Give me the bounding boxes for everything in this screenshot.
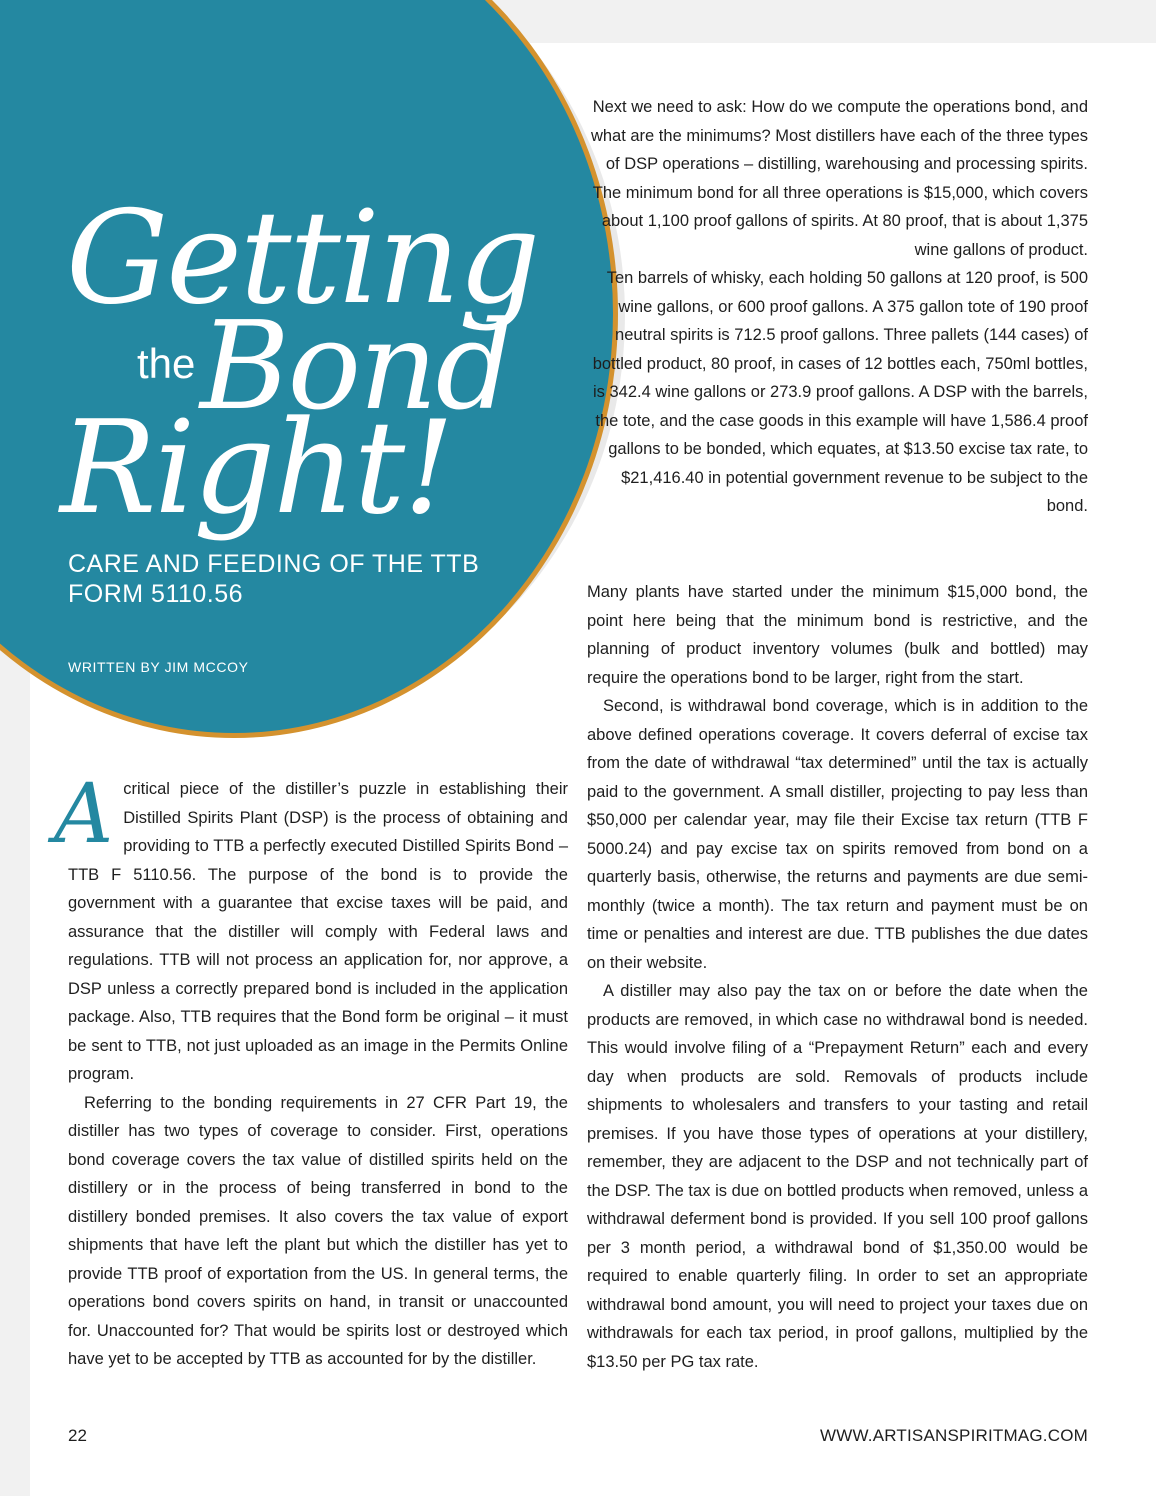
right-paragraph-2-top: Ten barrels of whisky, each holding 50 gallons at 120 proof, is 500 wine gallons, or 600 proof gallons. A 375 gallon tote of 190 proof neutral spirits is 712.5 proof gallons. Three pallets (144 cases) of bottled product, 80 proof, in cases of 12 bottles each, 750ml bottles, is 342.4 wine gallons or 273.9 proof gallons. A DSP with the barrels, the tote, and the case goods in this example will have 1,586.4 proof gallons to be bonded, which equates, at $13.50 excise tax rate, to $21,416.40 in potential government revenue to be subject to the bond. <box>592 269 1088 515</box>
right-paragraph-1: Next we need to ask: How do we compute the operations bond, and what are the minimums? Most distillers have each of the three types of DSP operations – distilling, warehousing and processing spirits. The minimum bond for all three operations is $15,000, which covers about 1,100 proof gallons of spirits. At 80 proof, that is about 1,375 wine gallons of product. <box>590 98 1088 259</box>
right-column-bottom <box>587 578 1088 1376</box>
page-number: 22 <box>68 1426 87 1445</box>
right-column-top <box>578 93 1088 521</box>
right-paragraph-2-bottom: Many plants have started under the minimum $15,000 bond, the point here being that the minimum bond is restrictive, and the planning of product inventory volumes (bulk and bottled) may require the operations bond to be larger, right from the start. <box>587 583 1088 687</box>
headline-bond: Bond <box>200 295 512 437</box>
right-paragraph-3: Second, is withdrawal bond coverage, which is in addition to the above defined operations coverage. It covers deferral of excise tax from the date of withdrawal “tax determined” until the tax is actually paid to the government. A small distiller, projecting to pay less than $50,000 per calendar year, may file their Excise tax return (TTB F 5000.24) and pay excise tax on spirits removed from bond on a quarterly basis, otherwise, the returns and payments are due semi-monthly (twice a month). The tax return and payment must be on time or penalties and interest are due. TTB publishes the due dates on their website. <box>587 697 1088 972</box>
left-paragraph-1 <box>54 767 568 1089</box>
headline-the: the <box>137 340 196 387</box>
left-column <box>54 767 568 1374</box>
drop-cap: A <box>54 767 114 862</box>
headline-getting: Getting <box>66 184 539 333</box>
right-paragraph-4: A distiller may also pay the tax on or before the date when the products are removed, in which case no withdrawal bond is needed. This would involve filing of a “Prepayment Return” each and every day when products are sold. Removals of products include shipments to wholesalers and transfers to your tasting and retail premises. If you have those types of operations at your distillery, remember, they are adjacent to the DSP and not technically part of the DSP. The tax is due on bottled products when removed, unless a withdrawal deferment bond is provided. If you sell 100 proof gallons per 3 month period, a withdrawal bond of $1,350.00 would be required to enable quarterly filing. In order to set an appropriate withdrawal bond amount, you will need to project your taxes due on withdrawals for each tax period, in proof gallons, multiplied by the $13.50 per PG tax rate. <box>587 982 1088 1371</box>
left-paragraph-1-text: critical piece of the distiller’s puzzle in establishing their Distilled Spirits Plant (DSP) is the process of obtaining and providing to TTB a perfectly executed Distilled Spirits Bond – TTB F 5110.56. The purpose of the bond is to provide the government with a guarantee that excise taxes will be paid, and assurance that the distiller will comply with Federal laws and regulations. TTB will not process an application for, nor approve, a DSP unless a correctly prepared bond is included in the application package. Also, TTB requires that the Bond form be original – it must be sent to TTB, not just uploaded as an image in the Permits Online program. <box>68 780 568 1083</box>
byline: WRITTEN BY JIM MCCOY <box>68 659 249 675</box>
left-paragraph-2: Referring to the bonding requirements in 27 CFR Part 19, the distiller has two types of coverage to consider. First, operations bond coverage covers the tax value of distilled spirits held on the distillery or in the process of being transferred in bond to the distillery bonded premises. It also covers the tax value of export shipments that have left the plant but which the distiller has yet to provide TTB proof of exportation from the US. In general terms, the operations bond covers spirits on hand, in transit or unaccounted for. Unaccounted for? That would be spirits lost or destroyed which have yet to be accepted by TTB as accounted for by the distiller. <box>68 1093 568 1368</box>
article-subtitle: CARE AND FEEDING OF THE TTB FORM 5110.56 <box>68 550 480 608</box>
headline-right: Right! <box>60 394 453 543</box>
website-url: WWW.ARTISANSPIRITMAG.COM <box>820 1426 1088 1445</box>
